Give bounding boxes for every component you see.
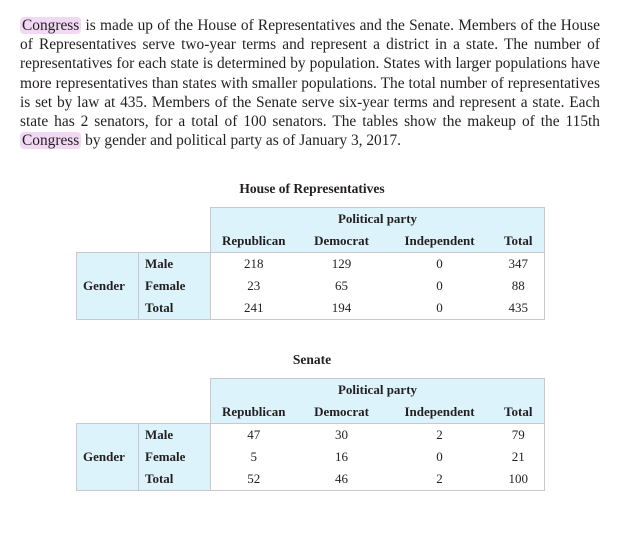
table-cell: 347 — [493, 253, 545, 276]
row-group-label: Gender — [77, 446, 139, 468]
column-header: Republican — [211, 401, 297, 424]
table-cell: 2 — [387, 468, 493, 491]
column-header: Total — [493, 401, 545, 424]
column-header: Democrat — [297, 401, 387, 424]
table-cell: 88 — [493, 275, 545, 297]
table-cell: 218 — [211, 253, 297, 276]
row-label: Female — [139, 446, 211, 468]
row-group-label: Gender — [77, 275, 139, 297]
table-cell: 0 — [387, 253, 493, 276]
senate-table — [76, 378, 545, 491]
table-cell: 79 — [493, 424, 545, 447]
table-cell: 241 — [211, 297, 297, 320]
passage-text: is made up of the House of Representatives and the Senate. Members of the House of Representatives serve two-year terms and represent a district in a state. The number of representatives for each state is determined by population. States with larger populations have more representatives than states with smaller populations. The total number of representatives is set by law at 435. Members of the Senate serve six-year terms and represent a state. Each state has 2 senators, for a total of 100 senators. The tables show the makeup of the 115th — [20, 17, 600, 131]
row-label: Total — [139, 468, 211, 491]
table-row — [77, 253, 545, 276]
table-cell: 0 — [436, 449, 443, 464]
table-row — [77, 468, 545, 491]
table-cell: 129 — [297, 253, 387, 276]
column-header: Republican — [211, 230, 297, 253]
row-label: Female — [139, 275, 211, 297]
table-cell: 100 — [493, 468, 545, 491]
row-label: Total — [139, 297, 211, 320]
table-cell: 5 — [211, 446, 297, 468]
house-table-title: House of Representatives — [239, 181, 385, 196]
table-cell: 21 — [493, 446, 545, 468]
table-row — [77, 424, 545, 447]
table-row — [77, 275, 545, 297]
table-row — [77, 446, 545, 468]
highlighted-term[interactable]: Congress — [22, 17, 80, 34]
table-cell: 16 — [335, 449, 348, 464]
table-cell: 52 — [211, 468, 297, 491]
table-cell: 194 — [297, 297, 387, 320]
party-header: Political party — [211, 379, 545, 402]
table-cell: 47 — [211, 424, 297, 447]
column-header: Democrat — [297, 230, 387, 253]
highlighted-term[interactable]: Congress — [22, 132, 80, 150]
table-cell: 30 — [297, 424, 387, 447]
table-cell: 435 — [493, 297, 545, 320]
table-cell: 2 — [387, 424, 493, 447]
senate-table-title: Senate — [292, 352, 332, 367]
column-header: Total — [493, 230, 545, 253]
passage-text: by gender and political party as of January 3, 2017. — [81, 132, 401, 150]
table-cell: 65 — [335, 278, 348, 293]
column-header: Independent — [387, 401, 493, 424]
table-cell: 23 — [211, 275, 297, 297]
table-cell: 0 — [436, 278, 443, 293]
house-table — [76, 207, 545, 320]
party-header: Political party — [211, 208, 545, 231]
row-label: Male — [139, 424, 211, 447]
table-cell: 46 — [297, 468, 387, 491]
row-label: Male — [139, 253, 211, 276]
table-cell: 0 — [387, 297, 493, 320]
column-header: Independent — [387, 230, 493, 253]
table-row — [77, 297, 545, 320]
passage-paragraph — [20, 16, 600, 150]
